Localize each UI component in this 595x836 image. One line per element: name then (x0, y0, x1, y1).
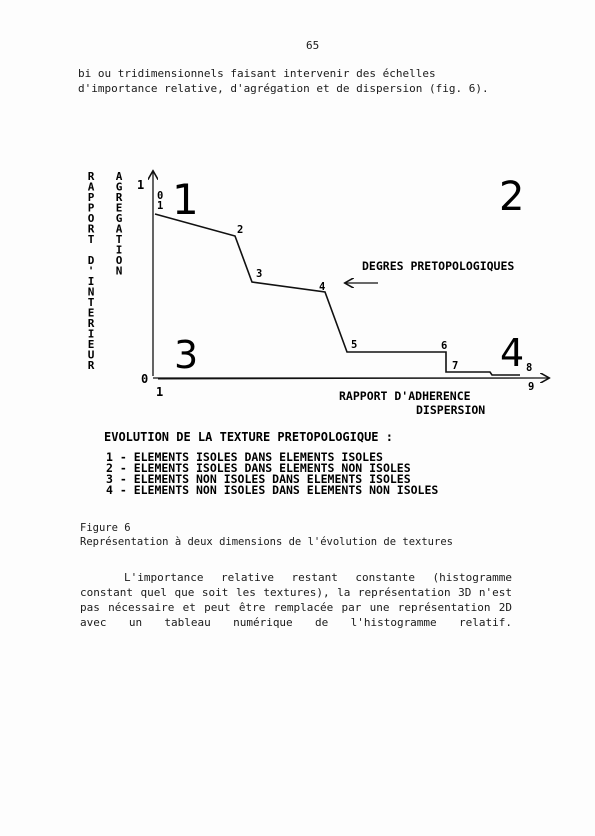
point-1: 1 (157, 200, 164, 212)
intro-line-2: d'importance relative, d'agrégation et de dispersion (fig. 6). (78, 82, 489, 95)
x-axis-label-1: RAPPORT D'ADHERENCE (339, 389, 471, 403)
y-tick-1: 1 (137, 178, 145, 192)
quadrant-3: 3 (174, 333, 199, 377)
quadrant-4: 4 (500, 331, 525, 375)
x-tick-1: 1 (156, 385, 164, 399)
point-9: 9 (528, 381, 535, 393)
legend-item-1: 1 - ELEMENTS ISOLES DANS ELEMENTS ISOLES (106, 450, 383, 464)
legend-title: EVOLUTION DE LA TEXTURE PRETOPOLOGIQUE : (104, 430, 393, 444)
body-line-1: L'importance relative restant constante (histogramme (124, 571, 512, 584)
origin-label: 0 (141, 372, 149, 386)
point-6: 6 (441, 340, 448, 352)
y-axis-label-2 (116, 170, 123, 278)
point-3: 3 (256, 268, 263, 280)
point-2: 2 (237, 224, 244, 236)
point-8: 8 (526, 362, 533, 374)
body-line-3: pas nécessaire et peut être remplacée par une représentation 2D (80, 601, 512, 614)
quadrant-1: 1 (172, 175, 199, 224)
figure-caption-text: Représentation à deux dimensions de l'évolution de textures (80, 536, 453, 548)
quadrant-2: 2 (499, 174, 525, 220)
degres-label: DEGRES PRETOPOLOGIQUES (362, 259, 515, 273)
point-4: 4 (319, 281, 326, 293)
intro-line-1: bi ou tridimensionnels faisant intervenir des échelles (78, 67, 436, 80)
legend-item-4: 4 - ELEMENTS NON ISOLES DANS ELEMENTS NON ISOLES (106, 483, 439, 497)
figure-caption-title: Figure 6 (80, 522, 131, 534)
point-7: 7 (452, 360, 459, 372)
svg-text:AGREGATION: A G R E G A T I O N (115, 170, 123, 278)
body-line-2: constant quel que soit les textures), la représentation 3D n'est (80, 586, 512, 599)
legend-item-2: 2 - ELEMENTS ISOLES DANS ELEMENTS NON ISOLES (106, 461, 411, 475)
point-5: 5 (351, 339, 358, 351)
texture-curve (155, 214, 520, 375)
y-axis-label-1 (88, 170, 95, 372)
legend-item-3: 3 - ELEMENTS NON ISOLES DANS ELEMENTS ISOLES (106, 472, 411, 486)
point-0: 0 (157, 190, 164, 202)
svg-text:RAPPORT D'INTERIEUR: R A P P O R T D ' I N T E R I E U R (87, 170, 95, 372)
page-number: 65 (306, 39, 320, 52)
x-axis-label-2: DISPERSION (416, 403, 486, 417)
body-line-4: avec un tableau numérique de l'histogramme relatif. (80, 616, 512, 629)
